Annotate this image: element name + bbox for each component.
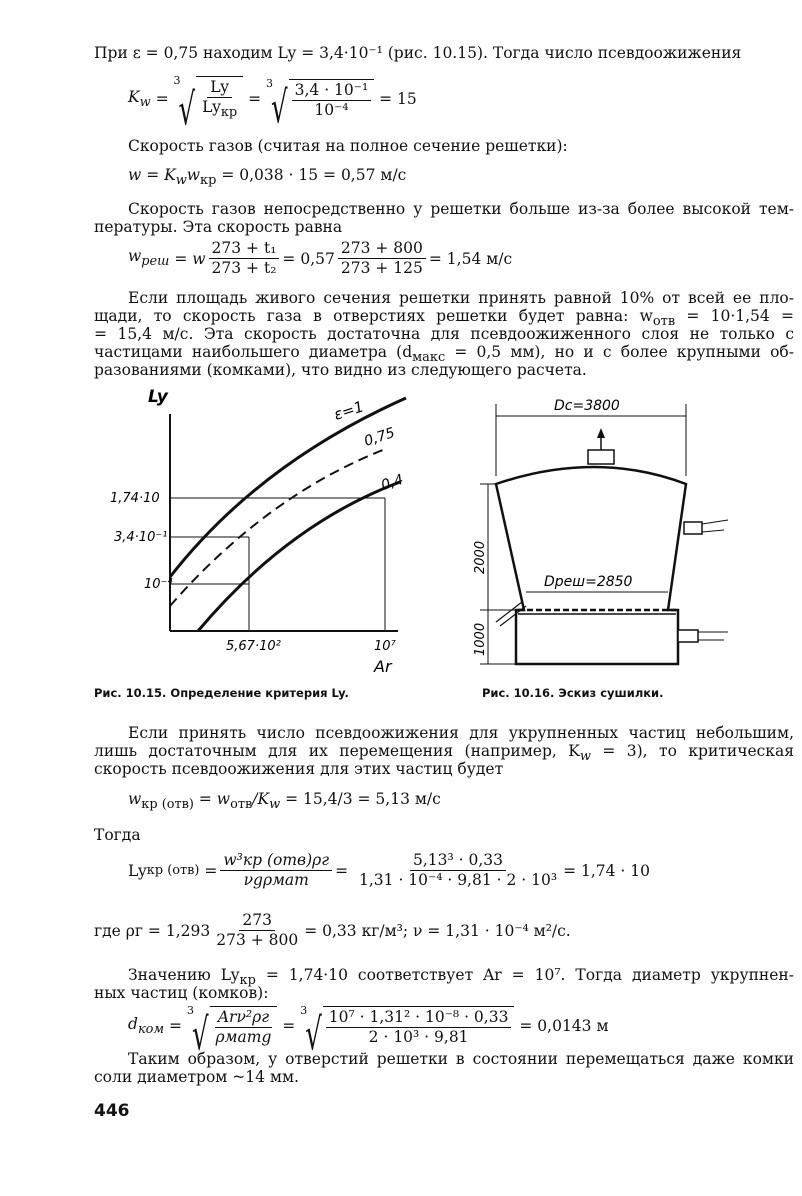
text-line: скорость псевдоожижения для этих частиц будет — [94, 760, 504, 778]
curve-label: 0,75 — [362, 424, 397, 450]
y-tick: 10⁻⁴ — [144, 577, 173, 592]
curve-label: ε=1 — [331, 397, 366, 424]
figure-caption: Рис. 10.15. Определение критерия Ly. — [94, 686, 349, 700]
page-number: 446 — [94, 1101, 130, 1121]
text-line: лишь достаточным для их перемещения (например, $K_w = 3$), то критическая — [94, 742, 795, 765]
curve-eps-1 — [170, 398, 406, 577]
equation-wresh: $w_{реш}$ = w $\frac{\text{273 + t₁}}{\text{273 + t₂}}$ = 0,57 $\frac{273 + 800}{273 + 125}$ = 1,54 м/с — [128, 239, 513, 277]
text-line: пературы. Эта скорость равна — [94, 218, 343, 236]
x-axis-label: Ar — [374, 657, 392, 674]
figure-caption: Рис. 10.16. Эскиз сушилки. — [482, 686, 664, 700]
equation-w: $w = K_ww_{кр} = 0,038 \cdot 15 = 0,57$ м/с — [128, 166, 407, 189]
text-line: = 15,4 м/с. Эта скорость достаточна для псевдоожиженного слоя не только с — [94, 325, 794, 343]
equation-dkom: $d_{ком}$ = 3 √ $\frac{\text{Arν²ρг}}{\text{ρматg}}$ = 3 √ $\frac{\text{10⁷ · 1,31² · 10⁻⁸ · 0,33}}{\text{2 · 10³ · 9,81}}$ = 0,0143 м — [128, 1004, 609, 1062]
eq1-lhs: $K_w$ — [128, 87, 151, 110]
equation-wkr: $w_{кр (отв)} = w_{отв}/K_w = 15,4/3 = 5,13$ м/с — [128, 790, 441, 813]
equation-lykr: Ly кр (отв) = $\frac{\text{w³кр (отв)ρг}}{\text{νgρмат}}$ = $\frac{\text{5,13³ · 0,33}}{\text{1,31 · 10⁻⁴ · 9,81 · 2 · 10³}}$ = 1,74 · 10 — [128, 851, 651, 889]
text-line: Скорость газов (считая на полное сечение решетки): — [128, 137, 568, 155]
text-line: Если принять число псевдоожижения для укрупненных частиц небольшим, — [128, 724, 794, 742]
text-line: Если площадь живого сечения решетки принять равной 10% от всей ее пло- — [128, 289, 794, 307]
figure-ly-chart — [108, 384, 428, 674]
text-line: соли диаметром ~14 мм. — [94, 1068, 299, 1086]
cube-root: 3 √ $\frac{Ly}{Ly_{кр}}$ — [174, 76, 244, 121]
dim-label: 1000 — [473, 622, 488, 656]
equation-rho: где ρг = 1,293 $\frac{273}{273 + 800}$ = 0,33 кг/м³; ν = 1,31 · 10⁻⁴ м²/с. — [94, 911, 571, 949]
cube-root: 3 √ $\frac{\text{Arν²ρг}}{\text{ρматg}}$ — [187, 1006, 277, 1046]
text-line: ных частиц (комков): — [94, 984, 269, 1002]
text-line: Значению $Ly_{кр} = 1,74\cdot 10$ соответствует Ar = 10⁷. Тогда диаметр укрупнен- — [128, 966, 795, 989]
x-tick: 5,67·10² — [226, 639, 281, 654]
text-line: щади, то скорость газа в отверстиях решетки будет равна: $w_{отв} = 10\cdot 1,54$ = — [94, 307, 794, 330]
text-line: Тогда — [94, 826, 141, 844]
y-axis-label: Ly — [148, 387, 168, 407]
curve-label: 0,4 — [379, 471, 406, 494]
y-tick: 1,74·10 — [110, 491, 160, 506]
text-line: При ε = 0,75 находим Ly = 3,4·10⁻¹ (рис. 10.15). Тогда число псевдоожижения — [94, 44, 742, 62]
figure-dryer-sketch — [466, 384, 746, 678]
text-line: частицами наибольшего диаметра ($d_{макс} = 0,5$ мм), но и с более крупными об- — [94, 343, 794, 366]
curve-eps-04 — [198, 482, 400, 631]
text-line: Скорость газов непосредственно у решетки больше из-за более высокой тем- — [128, 200, 794, 218]
text-line: разованиями (комками), что видно из следующего расчета. — [94, 361, 587, 379]
dim-label: 2000 — [473, 540, 488, 574]
cube-root: 3 √ $\frac{\text{3,4 · 10⁻¹}}{\text{10⁻⁴}}$ — [266, 79, 374, 119]
x-tick: 10⁷ — [374, 639, 396, 654]
equation-kw: $K_w$ = 3 √ $\frac{Ly}{Ly_{кр}}$ = 3 √ $\frac{\text{3,4 · 10⁻¹}}{\text{10⁻⁴}}$ = 15 — [128, 74, 417, 137]
dim-label: Dреш=2850 — [544, 574, 633, 590]
cube-root: 3 √ $\frac{\text{10⁷ · 1,31² · 10⁻⁸ · 0,33}}{\text{2 · 10³ · 9,81}}$ — [300, 1006, 514, 1046]
dim-label: Dc=3800 — [554, 398, 620, 414]
y-tick: 3,4·10⁻¹ — [114, 530, 168, 545]
text-line: Таким образом, у отверстий решетки в состоянии перемещаться даже комки — [128, 1050, 794, 1068]
